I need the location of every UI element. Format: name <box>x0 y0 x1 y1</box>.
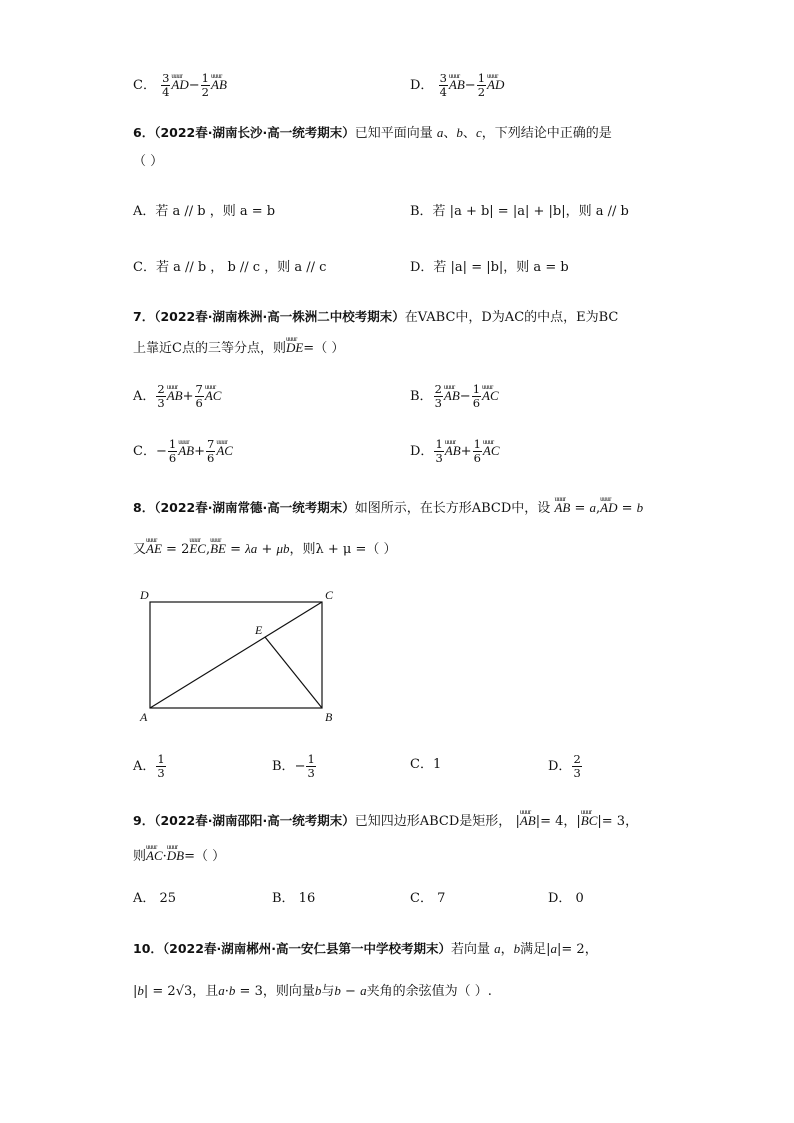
rectangle-figure <box>138 585 348 734</box>
q7-option-c[interactable]: C．− $\frac{1}{6}$ uuur AB+ $\frac{7}{6}$ uuur AC <box>133 438 233 465</box>
q8-option-d[interactable]: D． $\frac{2}{3}$ <box>548 752 581 780</box>
q6-option-a[interactable]: A．若 a // b ，则 a = b <box>133 204 276 219</box>
segment-be <box>265 637 322 708</box>
q10-stem-2: |b| = 2√3，且a·b = 3，则向量b与b − a夹角的余弦值为（ ）. <box>133 983 492 999</box>
q6-option-c[interactable]: C．若 a // b ， b // c ，则 a // c <box>133 260 327 275</box>
q8-stem-2: 又uuur AE = 2uuur EC,uuur BE = λa + μb，则λ + μ =（ ） <box>133 540 397 559</box>
label-d: D <box>140 588 149 602</box>
q8-option-c[interactable]: C．1 <box>410 757 442 772</box>
label-a: A <box>140 710 148 724</box>
q7-stem-2: 上靠近C点的三等分点，则uuur DE=（ ） <box>133 339 344 358</box>
q9-option-d[interactable]: D． 0 <box>548 891 584 906</box>
label-b: B <box>325 710 333 724</box>
q7-option-a[interactable]: A． $\frac{2}{3}$ uuur AB+ $\frac{7}{6}$ uuur AC <box>133 383 221 410</box>
q5-option-d[interactable]: D． $\frac{3}{4}$ uuur AB− $\frac{1}{2}$ uuur AD <box>410 72 504 99</box>
q7-option-b[interactable]: B． $\frac{2}{3}$ uuur AB− $\frac{1}{6}$ uuur AC <box>410 383 499 410</box>
q6-paren: （ ） <box>133 154 164 169</box>
diagonal-ac <box>150 602 322 708</box>
q6-stem: 6．（2022春·湖南长沙·高一统考期末）已知平面向量 a、b、c，下列结论中正确的是 <box>133 125 612 141</box>
q6-option-b[interactable]: B．若 |a + b| = |a| + |b|，则 a // b <box>410 204 629 219</box>
q9-option-a[interactable]: A． 25 <box>133 891 177 906</box>
q5-option-c[interactable]: C． $\frac{3}{4}$ uuur AD− $\frac{1}{2}$ uuur AB <box>133 72 227 99</box>
q7-option-d[interactable]: D． $\frac{1}{3}$ uuur AB+ $\frac{1}{6}$ uuur AC <box>410 438 500 465</box>
q8-option-a[interactable]: A． $\frac{1}{3}$ <box>133 752 165 780</box>
q9-stem-2: 则uuur AC·uuur DB=（ ） <box>133 847 225 866</box>
label-c: C <box>325 588 334 602</box>
q9-stem: 9．（2022春·湖南邵阳·高一统考期末）已知四边形ABCD是矩形， |uuur AB|= 4，|uuur BC|= 3， <box>133 812 638 831</box>
q9-option-c[interactable]: C． 7 <box>410 891 446 906</box>
q8-option-b[interactable]: B．− $\frac{1}{3}$ <box>272 752 315 780</box>
q8-stem: 8．（2022春·湖南常德·高一统考期末）如图所示，在长方形ABCD中，设 uuur AB = a,uuur AD = b <box>133 499 643 518</box>
label-e: E <box>255 623 263 637</box>
q10-stem: 10．（2022春·湖南郴州·高一安仁县第一中学校考期末）若向量 a，b满足|a|= 2， <box>133 941 598 957</box>
q9-option-b[interactable]: B． 16 <box>272 891 316 906</box>
q6-option-d[interactable]: D．若 |a| = |b|，则 a = b <box>410 260 569 275</box>
q7-stem: 7．（2022春·湖南株洲·高一株洲二中校考期末）在VABC中，D为AC的中点，E为BC <box>133 309 619 325</box>
